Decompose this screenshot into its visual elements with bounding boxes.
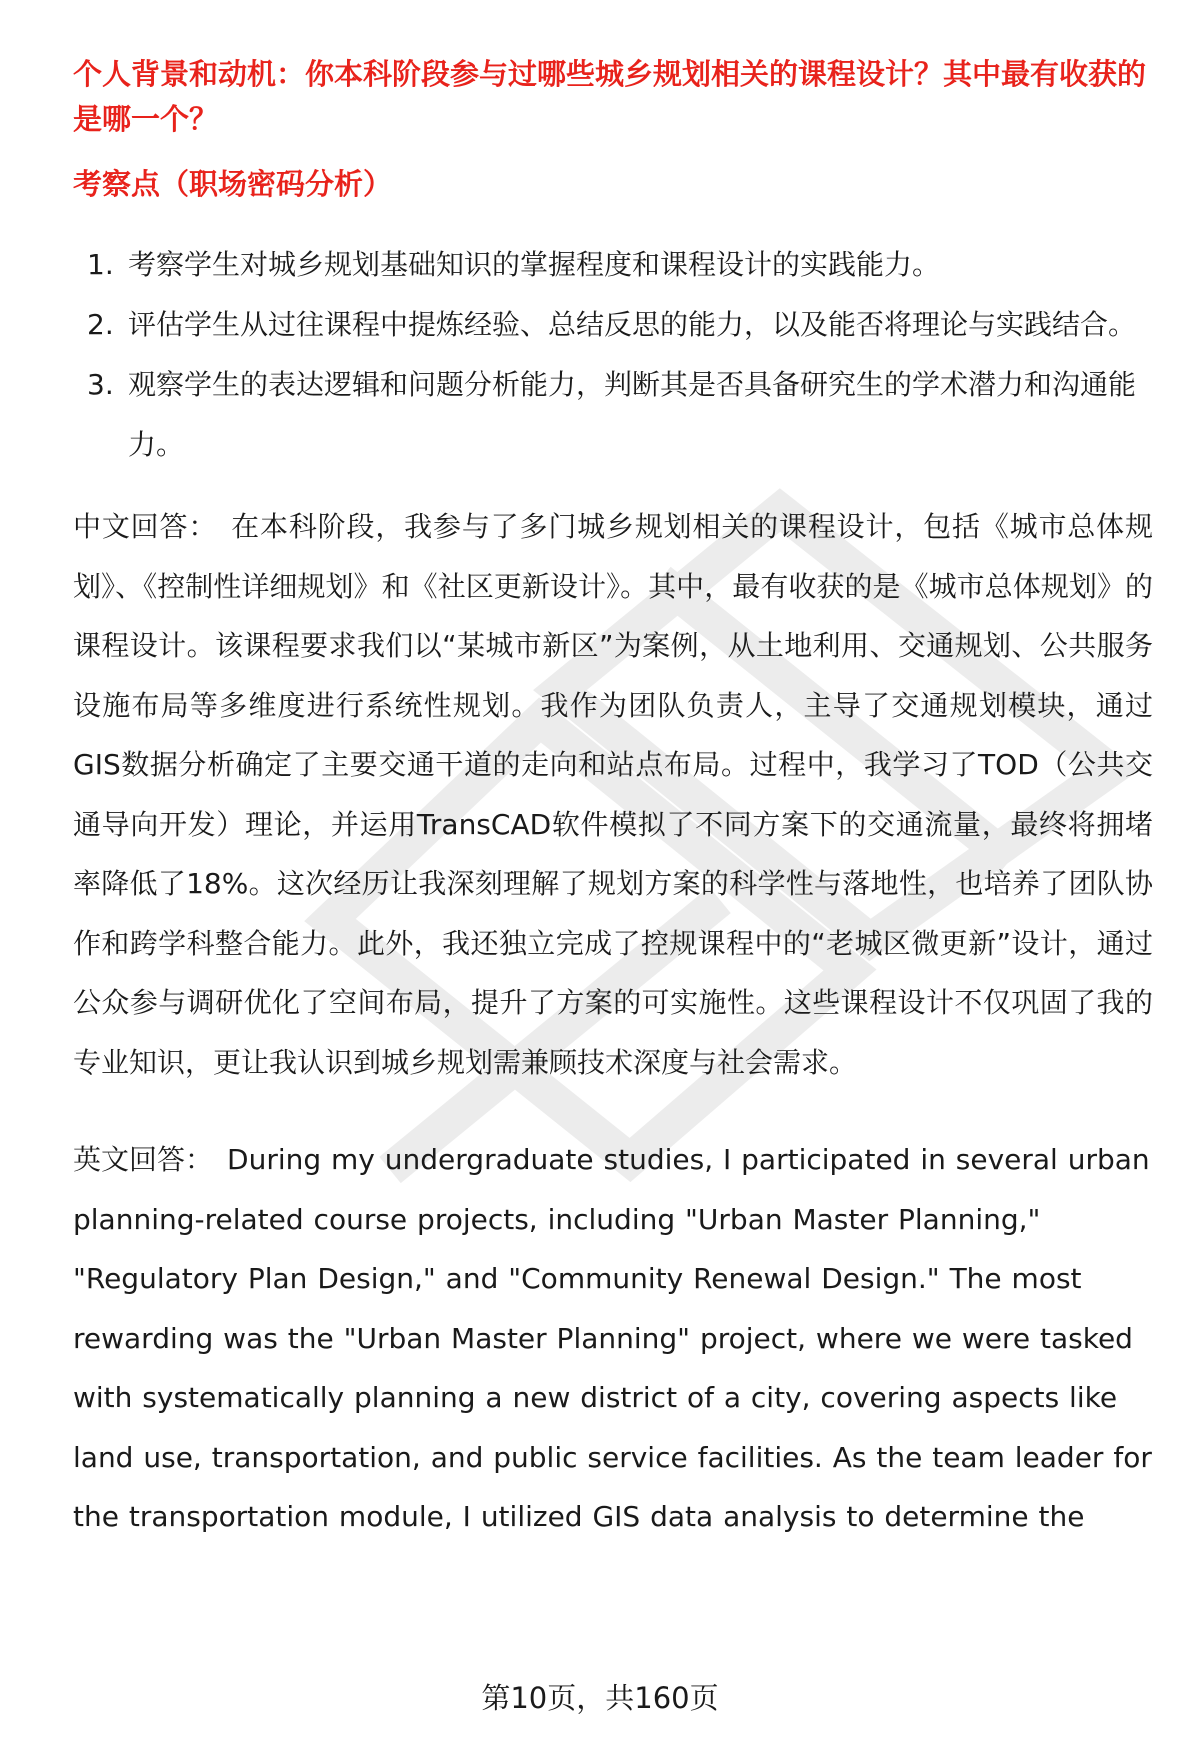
page-number-footer: 第10页，共160页 (481, 1681, 719, 1715)
chinese-answer-label: 中文回答： (73, 510, 218, 543)
list-item-text: 观察学生的表达逻辑和问题分析能力，判断其是否具备研究生的学术潜力和沟通能力。 (128, 368, 1137, 461)
english-answer-text: During my undergraduate studies, I participated in several urban planning-related course projects, including "Urban Master Planning," "Regulatory Plan Design," and "Community Renewal Design." The most rewarding was the "Urban Master Planning" project, where we were tasked with systematically planning a new district of a city, covering aspects like land use, transportation, and public service facilities. As the team leader for the transportation module, I utilized GIS data analysis to determine the (73, 1143, 1152, 1533)
question-heading: 个人背景和动机：你本科阶段参与过哪些城乡规划相关的课程设计？其中最有收获的是哪一个？ (73, 57, 1147, 136)
list-item (73, 235, 1153, 295)
list-item (73, 355, 1153, 475)
chinese-answer (73, 497, 1153, 1092)
section-title: 考察点（职场密码分析） (73, 167, 393, 201)
list-item-text: 评估学生从过往课程中提炼经验、总结反思的能力，以及能否将理论与实践结合。 (128, 308, 1137, 341)
list-number: 2. (87, 308, 114, 341)
english-answer (73, 1130, 1153, 1547)
assessment-points-list (73, 235, 1153, 475)
list-item-text: 考察学生对城乡规划基础知识的掌握程度和课程设计的实践能力。 (128, 248, 941, 281)
content-area (73, 52, 1153, 1547)
list-item (73, 295, 1153, 355)
list-number: 3. (87, 368, 114, 401)
english-answer-label: 英文回答： (73, 1143, 214, 1176)
list-number: 1. (87, 248, 114, 281)
chinese-answer-text: 在本科阶段，我参与了多门城乡规划相关的课程设计，包括《城市总体规划》、《控制性详细规划》和《社区更新设计》。其中，最有收获的是《城市总体规划》的课程设计。该课程要求我们以“某城市新区”为案例，从土地利用、交通规划、公共服务设施布局等多维度进行系统性规划。我作为团队负责人，主导了交通规划模块，通过GIS数据分析确定了主要交通干道的走向和站点布局。过程中，我学习了TOD（公共交通导向开发）理论，并运用TransCAD软件模拟了不同方案下的交通流量，最终将拥堵率降低了18%。这次经历让我深刻理解了规划方案的科学性与落地性，也培养了团队协作和跨学科整合能力。此外，我还独立完成了控规课程中的“老城区微更新”设计，通过公众参与调研优化了空间布局，提升了方案的可实施性。这些课程设计不仅巩固了我的专业知识，更让我认识到城乡规划需兼顾技术深度与社会需求。 (73, 510, 1153, 1079)
